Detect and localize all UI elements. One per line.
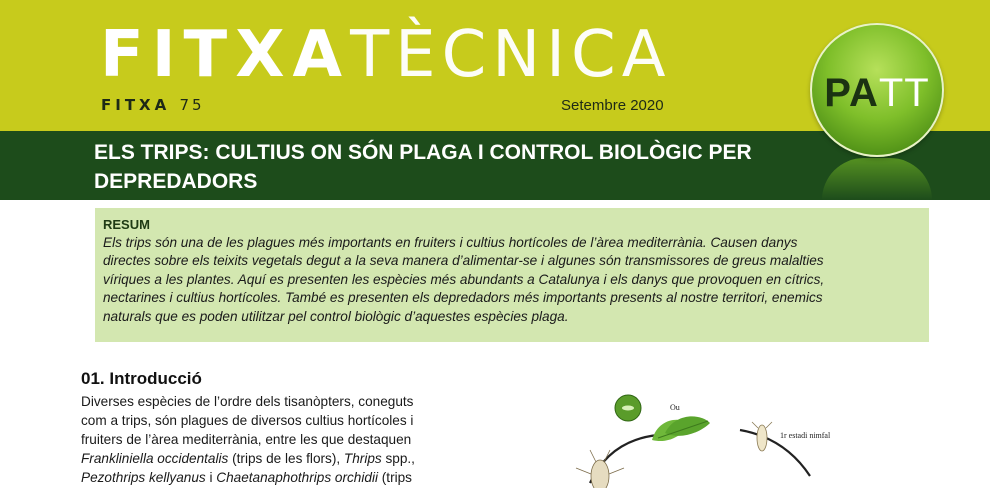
paragraph-text: (trips de les flors),: [228, 451, 344, 466]
logo-text-bold: PA: [824, 71, 879, 115]
issue-label: FITXA: [101, 96, 171, 114]
document-title: [94, 138, 794, 196]
paragraph-line: fruiters de l’àrea mediterrània, entre les que destaquen: [81, 432, 412, 447]
adult-thrips-icon: [576, 450, 624, 488]
paragraph-text: i: [205, 470, 217, 485]
summary-text: [103, 234, 923, 326]
logo-text: [810, 73, 944, 113]
species-name: Pezothrips kellyanus: [81, 470, 206, 485]
summary-line: directes sobre els teixits vegetals degut a la seva manera d’alimentar-se i algunes són transmissores de greus malalties: [103, 253, 824, 269]
species-name: Chaetanaphothrips orchidii: [216, 470, 378, 485]
summary-heading: RESUM: [103, 217, 150, 232]
patt-logo: [810, 23, 944, 157]
publication-title-bold: FITXA: [100, 18, 351, 92]
summary-line: víriques a les plantes. Aquí es presenten les espècies més abundants a Catalunya i els danys que provoquen en cítrics,: [103, 271, 825, 287]
paragraph-line: [81, 449, 471, 468]
species-name: Thrips: [343, 451, 382, 466]
document-title-line-2: DEPREDADORS: [94, 170, 258, 193]
logo-text-light: TT: [878, 71, 930, 115]
intro-paragraph: [81, 392, 471, 487]
paragraph-line: [81, 468, 471, 487]
issue-number-value: 75: [179, 96, 205, 114]
document-title-line-1: ELS TRIPS: CULTIUS ON SÓN PLAGA I CONTROL BIOLÒGIC PER: [94, 141, 752, 164]
summary-line: nectarines i cultius hortícoles. També es presenten els depredadors més importants presents al nostre territori, enemics: [103, 290, 823, 306]
leaf-icon: [652, 416, 710, 441]
thrips-life-cycle-diagram: [540, 388, 840, 488]
egg-highlight: [622, 406, 634, 411]
summary-box: [95, 208, 929, 342]
section-heading: 01. Introducció: [81, 369, 202, 388]
nymph-label: 1r estadi nimfal: [780, 431, 831, 440]
publication-date: Setembre 2020: [561, 97, 664, 114]
nymph-icon: [752, 422, 772, 451]
issue-number: [101, 96, 205, 114]
paragraph-text: (trips: [377, 470, 412, 485]
summary-line: Els trips són una de les plagues més importants en fruiters i cultius hortícoles de l’àrea mediterrània. Causen danys: [103, 235, 798, 250]
paragraph-line: com a trips, són plagues de diversos cultius hortícoles i: [81, 413, 414, 428]
publication-title-light: TÈCNICA: [350, 18, 672, 92]
egg-label: Ou: [670, 403, 680, 412]
summary-line: naturals que es poden utilitzar pel control biològic d’aquestes espècies plaga.: [103, 308, 569, 324]
paragraph-line: Diverses espècies de l’ordre dels tisanòpters, coneguts: [81, 394, 414, 409]
species-name: Frankliniella occidentalis: [81, 451, 229, 466]
paragraph-text: spp.,: [381, 451, 415, 466]
publication-title: [100, 20, 672, 90]
